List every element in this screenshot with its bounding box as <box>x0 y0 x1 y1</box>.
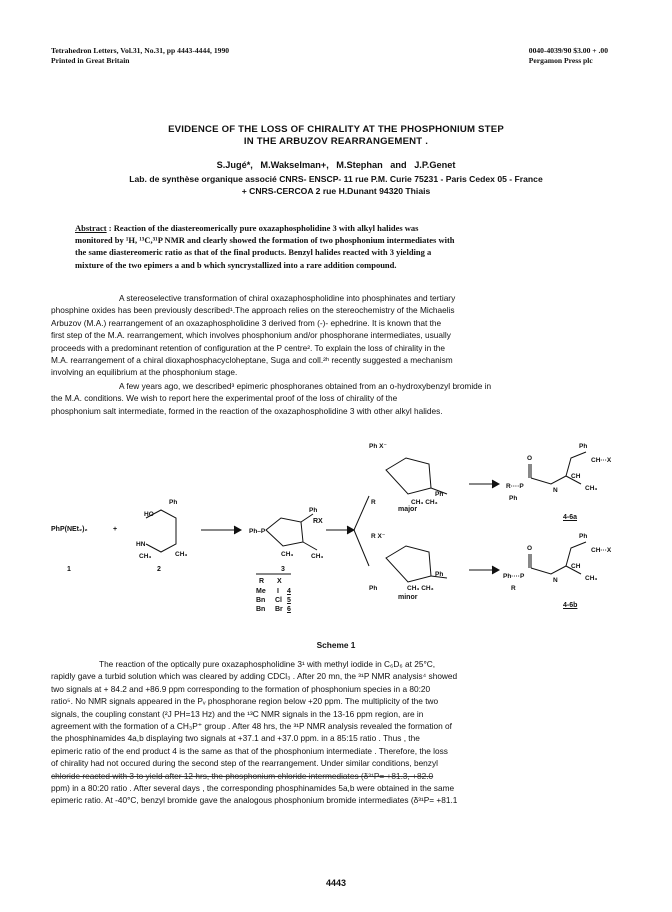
atom-ch3: CH₃ <box>585 485 598 492</box>
atom-ph: Ph <box>579 443 588 450</box>
abstract-line: the same diastereomeric ratio as that of the final products. Benzyl halides reacted with 3 yielding a <box>75 247 432 258</box>
abstract-label: Abstract <box>75 223 107 233</box>
compound-3-phenyl-bond <box>301 514 313 522</box>
text-line: A stereoselective transformation of chiral oxazaphospholidine into phosphinates and tertiary <box>119 293 456 303</box>
text-line: agreement with the formation of a CH₃P⁺ group . After 48 hrs, the ³¹P NMR analysis revealed the formation of <box>51 721 452 732</box>
affiliation-line-2: + CNRS-CERCOA 2 rue H.Dunant 94320 Thiais <box>241 186 431 196</box>
compound-label-3: 3 <box>281 566 285 573</box>
atom-ph: Ph <box>509 495 518 502</box>
text-line: epimeric ratio of the end product 4 is the same as that of the phosphonium intermediate . Therefore, the loss <box>51 745 448 756</box>
atom-n: N <box>553 577 558 584</box>
text-line: signals, the coupling constant (²J PH=13 Hz) and the ¹³C NMR signals in the 13-16 ppm region, are in <box>51 708 424 719</box>
scheme-drawing <box>51 418 621 640</box>
text-line: first step of the M.A. rearrangement, which involves phosphonium and/or phosphorane intermediates, usually <box>51 330 451 341</box>
atom-o: O <box>527 545 533 552</box>
atom-n: N <box>553 487 558 494</box>
abstract <box>75 222 615 271</box>
atom-ph: Ph <box>169 499 178 506</box>
atom-ph: Ph <box>435 491 444 498</box>
journal-header <box>51 46 229 66</box>
paper-title <box>0 124 672 148</box>
atom-ch3: CH₃ <box>281 551 294 558</box>
abstract-line: mixture of the two epimers a and b which syncrystallized into a rare addition compound. <box>75 259 397 270</box>
compound-3-ring <box>266 518 303 546</box>
arrow-to-a-head <box>492 480 499 488</box>
arrow-rx-head <box>347 526 354 534</box>
printed-in: Printed in Great Britain <box>51 56 130 65</box>
table-cell: Bn <box>256 606 266 613</box>
text-line: rapidly gave a turbid solution which was cleared by adding CDCl₃ . After 20 mn, the ³¹P NMR analysis⁴ showed <box>51 671 458 682</box>
atom-ph: Ph <box>369 585 378 592</box>
atom-ch3: CH₃ CH₃ <box>407 585 434 592</box>
text-line: proceeds with a predominant retention of configuration at the P centre². To explain the loss of chirality in the <box>51 342 446 353</box>
title-line-2: IN THE ARBUZOV REARRANGEMENT . <box>243 136 429 147</box>
compound-label-2: 2 <box>157 566 161 573</box>
compound-label-1: 1 <box>67 566 71 573</box>
atom-ch: CH <box>571 473 581 480</box>
text-line: phosphine oxides has been previously described¹.The approach relies on the stereochemistry of the Michaelis <box>51 305 455 316</box>
publisher-name: Pergamon Press plc <box>528 56 593 65</box>
text-line: ratio⁵. No NMR signals appeared in the Pᵥ phosphorane region below +20 ppm. The multiplicity of the two <box>51 696 439 707</box>
text-line: A few years ago, we described³ epimeric phosphoranes obtained from an o-hydroxybenzyl bromide in <box>119 381 492 391</box>
text-line: the M.A. conditions. We wish to report here the experimental proof of the loss of chirality of the <box>51 393 398 404</box>
atom-ch3: CH₃ <box>585 575 598 582</box>
atom-r-x: R X⁻ <box>371 533 386 540</box>
text-line: two signals at + 84.2 and +86.9 ppm corresponding to the formation of phosphonium species in a 80:20 <box>51 683 431 694</box>
atom-ch: CH <box>571 563 581 570</box>
table-cell: Cl <box>275 597 282 604</box>
plus-sign: + <box>113 526 118 533</box>
text-line: The reaction of the optically pure oxazaphospholidine 3¹ with methyl iodide in C₆D₆ at 25°C, <box>99 659 436 669</box>
atom-ch-x: CH···X <box>591 547 612 554</box>
atom-ph-x: Ph X⁻ <box>369 443 387 450</box>
text-line: epimeric ratio. At -40°C, benzyl bromide gave the analogous phosphonium bromide intermediates (δ³¹P= +81.1 <box>51 795 458 806</box>
branch-up <box>354 496 369 530</box>
issn-price: 0040-4039/90 $3.00 + .00 <box>528 46 608 55</box>
product-label-a: 4-6a <box>563 514 578 521</box>
table-cell: Br <box>275 606 283 613</box>
text-line: M.A. rearrangement of a chiral dioxaphosphacycloheptane, Suga and coll.²ʰ recently suggested a mechanism <box>51 355 453 366</box>
table-cell: 6 <box>287 606 291 613</box>
text-line: the phosphinamides 4a,b displaying two signals at +37.1 and +37.0 ppm. in a 85:15 ratio . Thus , the <box>51 733 420 744</box>
reagent-phosphonous-diamide: PhP(NEt₂)₂ <box>51 526 88 533</box>
title-line-1: EVIDENCE OF THE LOSS OF CHIRALITY AT THE PHOSPHONIUM STEP <box>168 124 504 135</box>
table-cell: 4 <box>287 588 291 595</box>
text-line: of chirality had not occured during the second step of the rearrangement. Under similar conditions, benzyl <box>51 758 438 769</box>
table-header-x: X <box>277 578 282 585</box>
atom-ph-p: Ph····P <box>503 573 525 580</box>
major-label: major <box>398 506 418 513</box>
paragraph-intro <box>51 292 621 379</box>
text-line: ppm) in a 80:20 ratio . After several days , the corresponding phosphinamides 5a,b were obtained in the same <box>51 783 455 794</box>
minor-ring <box>386 546 431 582</box>
atom-ch3: CH₃ <box>175 551 188 558</box>
atom-r-p: R····P <box>506 483 524 490</box>
text-line: chloride reacted with 3 to yield after 12 hrs, the phosphonium chloride intermediates (δ³¹P= +81.3, +82.0 <box>51 770 434 781</box>
atom-r: R <box>371 499 376 506</box>
atom-ch3: CH₃ CH₃ <box>411 499 438 506</box>
publisher-header <box>529 46 608 66</box>
atom-hn: HN <box>136 541 146 548</box>
minor-label: minor <box>398 594 418 601</box>
reaction-scheme <box>51 418 621 640</box>
compound-3-methyl <box>303 542 317 550</box>
text-line: involving an equilibrium at the phosphonium stage. <box>51 367 238 378</box>
arrow-to-b-head <box>492 566 499 574</box>
atom-ch3: CH₃ <box>311 553 324 560</box>
reagent-rx: RX <box>313 518 323 525</box>
atom-ph: Ph <box>579 533 588 540</box>
table-header-r: R <box>259 578 265 585</box>
product-label-b: 4-6b <box>563 602 578 609</box>
scheme-caption: Scheme 1 <box>316 640 356 650</box>
atom-ch-x: CH···X <box>591 457 612 464</box>
atom-r: R <box>511 585 516 592</box>
table-cell: I <box>277 588 279 595</box>
text-line: phosphonium salt intermediate, formed in the reaction of the oxazaphospholidine 3 with other alkyl halides. <box>51 405 443 416</box>
paragraph-previous-work <box>51 380 621 417</box>
author-list: S.Jugé*, M.Wakselman+, M.Stephan and J.P.Genet <box>216 160 456 170</box>
atom-ch3: CH₃ <box>139 553 152 560</box>
text-line: Arbuzov (M.A.) rearrangement of an oxazaphospholidine 3 derived from (-)- ephedrine. It is known that the <box>51 317 442 328</box>
major-ring <box>386 458 431 494</box>
table-cell: Bn <box>256 597 266 604</box>
table-cell: Me <box>256 588 266 595</box>
abstract-line: : Reaction of the diastereomerically pure oxazaphospholidine 3 with alkyl halides was <box>106 223 419 233</box>
affiliation-line-1: Lab. de synthèse organique associé CNRS- ENSCP- 11 rue P.M. Curie 75231 - Paris Cedex 05 - France <box>129 174 543 184</box>
page-number: 4443 <box>325 878 347 888</box>
arrow-to-3-head <box>234 526 241 534</box>
atom-ho: HO <box>144 511 154 518</box>
journal-citation: Tetrahedron Letters, Vol.31, No.31, pp 4443-4444, 1990 <box>51 46 230 55</box>
abstract-line: monitored by ¹H, ¹³C,³¹P NMR and clearly showed the formation of two phosphonium intermediates with <box>75 235 455 246</box>
table-cell: 5 <box>287 597 291 604</box>
atom-ph-p: Ph–P <box>249 528 266 535</box>
atom-ph: Ph <box>309 507 318 514</box>
branch-down <box>354 530 369 566</box>
paragraph-results <box>51 658 621 807</box>
atom-o: O <box>527 455 533 462</box>
affiliation <box>0 173 672 197</box>
atom-ph: Ph <box>435 571 444 578</box>
